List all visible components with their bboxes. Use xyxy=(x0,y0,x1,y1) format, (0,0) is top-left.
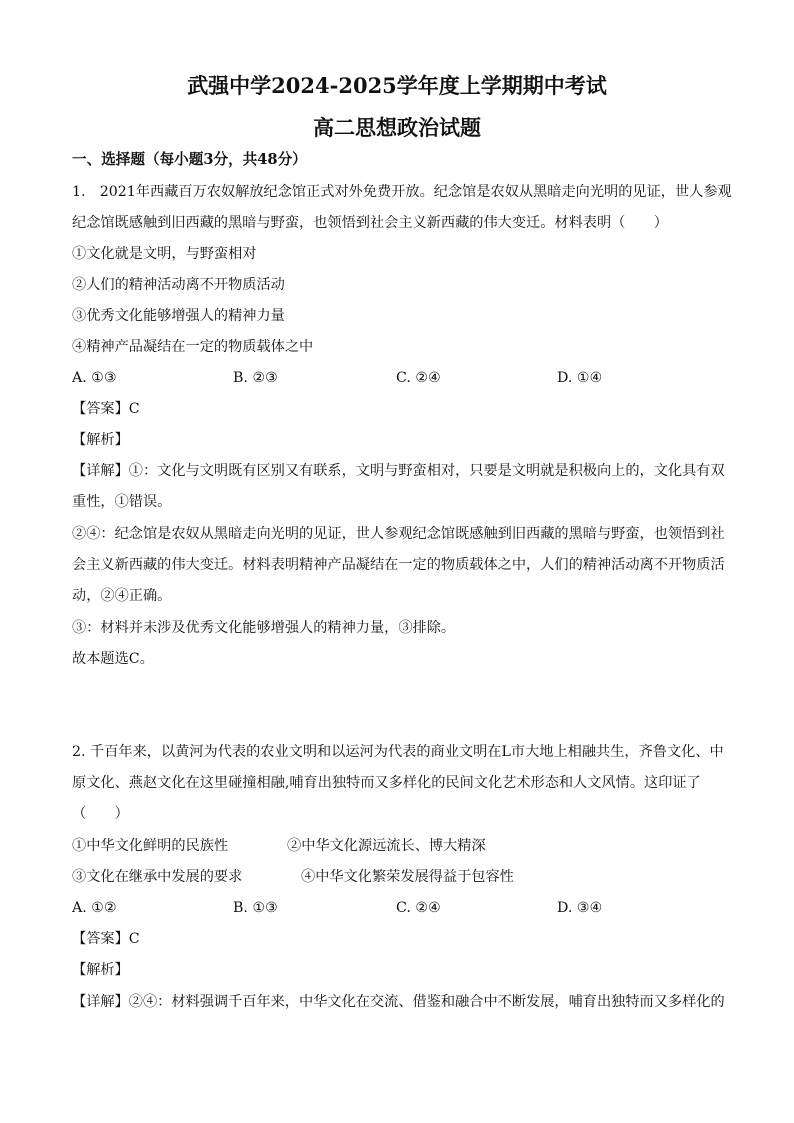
q1-detail-line-3: ②④：纪念馆是农奴从黑暗走向光明的见证，世人参观纪念馆既感触到旧西藏的黑暗与野蛮，也领悟到社 xyxy=(72,526,725,542)
q2-item-3: ③文化在继承中发展的要求 xyxy=(72,869,243,885)
q1-analysis-label: 【解析】 xyxy=(72,432,129,448)
q1-detail-line-4: 会主义新西藏的伟大变迁。材料表明精神产品凝结在一定的物质载体之中，人们的精神活动离不开物质活 xyxy=(72,557,725,573)
q1-option-d: D. ①④ xyxy=(557,370,603,386)
q1-option-b: B. ②③ xyxy=(233,370,278,386)
q1-answer: 【答案】C xyxy=(72,401,140,417)
q2-detail-line-1: 【详解】②④：材料强调千百年来，中华文化在交流、借鉴和融合中不断发展，哺育出独特而又多样化的 xyxy=(72,994,725,1010)
q2-option-b: B. ①③ xyxy=(233,900,278,916)
q1-option-c: C. ②④ xyxy=(396,370,441,386)
q2-option-d: D. ③④ xyxy=(557,900,603,916)
q1-detail-line-5: 动，②④正确。 xyxy=(72,588,172,604)
exam-title: 武强中学2024-2025学年度上学期期中考试 xyxy=(187,73,607,98)
q1-stem-line-2: 纪念馆既感触到旧西藏的黑暗与野蛮，也领悟到社会主义新西藏的伟大变迁。材料表明（ ） xyxy=(72,215,668,231)
q2-stem-line-3: （ ） xyxy=(72,806,129,822)
q1-detail-line-6: ③：材料并未涉及优秀文化能够增强人的精神力量，③排除。 xyxy=(72,620,456,636)
q1-stem-line-1: 1. 2021年西藏百万农奴解放纪念馆正式对外免费开放。纪念馆是农奴从黑暗走向光明的见证，世人参观 xyxy=(72,184,732,200)
q2-item-1: ①中华文化鲜明的民族性 xyxy=(72,838,229,854)
q2-analysis-label: 【解析】 xyxy=(72,962,129,978)
q1-detail-line-1: 【详解】①：文化与文明既有区别又有联系，文明与野蛮相对，只要是文明就是积极向上的，文化具有双 xyxy=(72,463,725,479)
q1-detail-line-7: 故本题选C。 xyxy=(72,651,154,667)
q2-stem-line-1: 2. 千百年来，以黄河为代表的农业文明和以运河为代表的商业文明在L市大地上相融共生，齐鲁文化、中 xyxy=(72,744,724,760)
q1-option-a: A. ①③ xyxy=(72,370,117,386)
q2-option-c: C. ②④ xyxy=(396,900,441,916)
exam-subtitle: 高二思想政治试题 xyxy=(313,115,481,140)
q1-item-4: ④精神产品凝结在一定的物质载体之中 xyxy=(72,339,314,355)
q1-item-3: ③优秀文化能够增强人的精神力量 xyxy=(72,308,285,324)
q1-detail-line-2: 重性，①错误。 xyxy=(72,494,172,510)
q1-item-2: ②人们的精神活动离不开物质活动 xyxy=(72,277,285,293)
q2-item-2: ②中华文化源远流长、博大精深 xyxy=(287,838,486,854)
q2-option-a: A. ①② xyxy=(72,900,117,916)
q1-item-1: ①文化就是文明，与野蛮相对 xyxy=(72,246,257,262)
section-heading: 一、选择题（每小题3分，共48分） xyxy=(72,151,307,168)
q2-item-4: ④中华文化繁荣发展得益于包容性 xyxy=(301,869,514,885)
q2-stem-line-2: 原文化、燕赵文化在这里碰撞相融,哺育出独特而又多样化的民间文化艺术形态和人文风情。这印证了 xyxy=(72,775,701,791)
q2-answer: 【答案】C xyxy=(72,931,140,947)
